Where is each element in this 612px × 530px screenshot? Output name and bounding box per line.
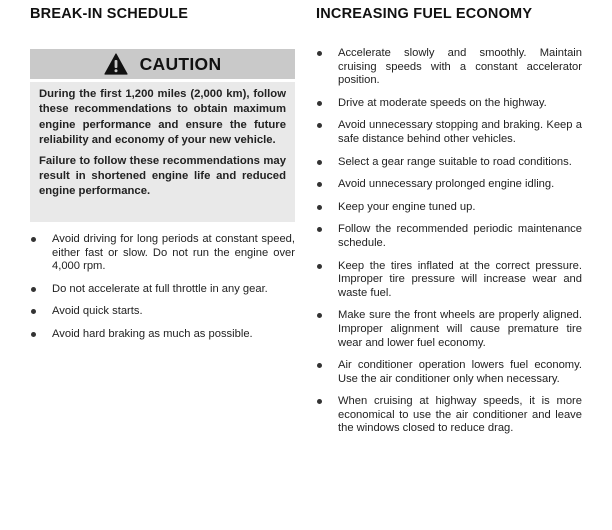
- list-item-text: Avoid driving for long periods at constant speed, either fast or slow. Do not run the engine over 4,000 rpm.: [52, 233, 295, 273]
- list-item-text: Follow the recommended periodic maintenance schedule.: [338, 223, 582, 249]
- bullet-icon: [31, 309, 36, 314]
- list-item-text: When cruising at highway speeds, it is more economical to use the air conditioner and leave the windows closed to reduce drag.: [338, 395, 582, 435]
- list-item-text: Drive at moderate speeds on the highway.: [338, 96, 547, 109]
- bullet-icon: [317, 160, 322, 165]
- list-item: [30, 305, 295, 319]
- caution-header: [30, 49, 295, 79]
- list-item: [30, 328, 295, 342]
- list-item-text: Avoid hard braking as much as possible.: [52, 327, 253, 340]
- list-item-text: Do not accelerate at full throttle in any gear.: [52, 282, 268, 295]
- list-item-text: Air conditioner operation lowers fuel economy. Use the air conditioner only when necessary.: [338, 359, 582, 385]
- list-item: [316, 201, 582, 215]
- list-item-text: Make sure the front wheels are properly aligned. Improper alignment will cause premature tire wear and lower fuel economy.: [338, 309, 582, 349]
- list-item: [316, 309, 582, 350]
- list-item: [316, 178, 582, 192]
- bullet-icon: [317, 182, 322, 187]
- list-item: [316, 47, 582, 88]
- list-item: [30, 233, 295, 274]
- bullet-icon: [31, 237, 36, 242]
- list-item-text: Accelerate slowly and smoothly. Maintain cruising speeds with a constant accelerator position.: [338, 47, 582, 87]
- caution-body: [30, 82, 295, 222]
- fuel-economy-list: [316, 47, 582, 445]
- caution-title: CAUTION: [139, 53, 222, 74]
- bullet-icon: [31, 332, 36, 337]
- bullet-icon: [317, 313, 322, 318]
- bullet-icon: [317, 51, 322, 56]
- list-item: [316, 395, 582, 436]
- caution-paragraph: Failure to follow these recommendations may result in shortened engine life and reduced engine performance.: [39, 154, 286, 198]
- list-item: [30, 283, 295, 297]
- bullet-icon: [317, 123, 322, 128]
- list-item-text: Keep the tires inflated at the correct pressure. Improper tire pressure will increase wear and waste fuel.: [338, 259, 582, 299]
- bullet-icon: [317, 264, 322, 269]
- list-item: [316, 156, 582, 170]
- list-item: [316, 119, 582, 146]
- list-item-text: Avoid quick starts.: [52, 305, 143, 318]
- bullet-icon: [317, 399, 322, 404]
- list-item: [316, 359, 582, 386]
- list-item: [316, 223, 582, 250]
- bullet-icon: [31, 287, 36, 292]
- break-in-heading: BREAK-IN SCHEDULE: [30, 6, 189, 22]
- list-item-text: Avoid unnecessary prolonged engine idling.: [338, 178, 555, 191]
- list-item: [316, 260, 582, 301]
- caution-paragraph: During the first 1,200 miles (2,000 km), follow these recommendations to obtain maximum engine performance and ensure the future reliability and economy of your new vehicle.: [39, 88, 286, 147]
- bullet-icon: [317, 205, 322, 210]
- bullet-icon: [317, 227, 322, 232]
- list-item-text: Avoid unnecessary stopping and braking. Keep a safe distance behind other vehicles.: [338, 119, 582, 145]
- bullet-icon: [317, 363, 322, 368]
- list-item-text: Select a gear range suitable to road conditions.: [338, 155, 572, 168]
- warning-triangle-icon: [104, 53, 128, 75]
- fuel-economy-heading: INCREASING FUEL ECONOMY: [316, 6, 533, 22]
- list-item-text: Keep your engine tuned up.: [338, 200, 476, 213]
- list-item: [316, 97, 582, 111]
- bullet-icon: [317, 101, 322, 106]
- break-in-list: [30, 233, 295, 351]
